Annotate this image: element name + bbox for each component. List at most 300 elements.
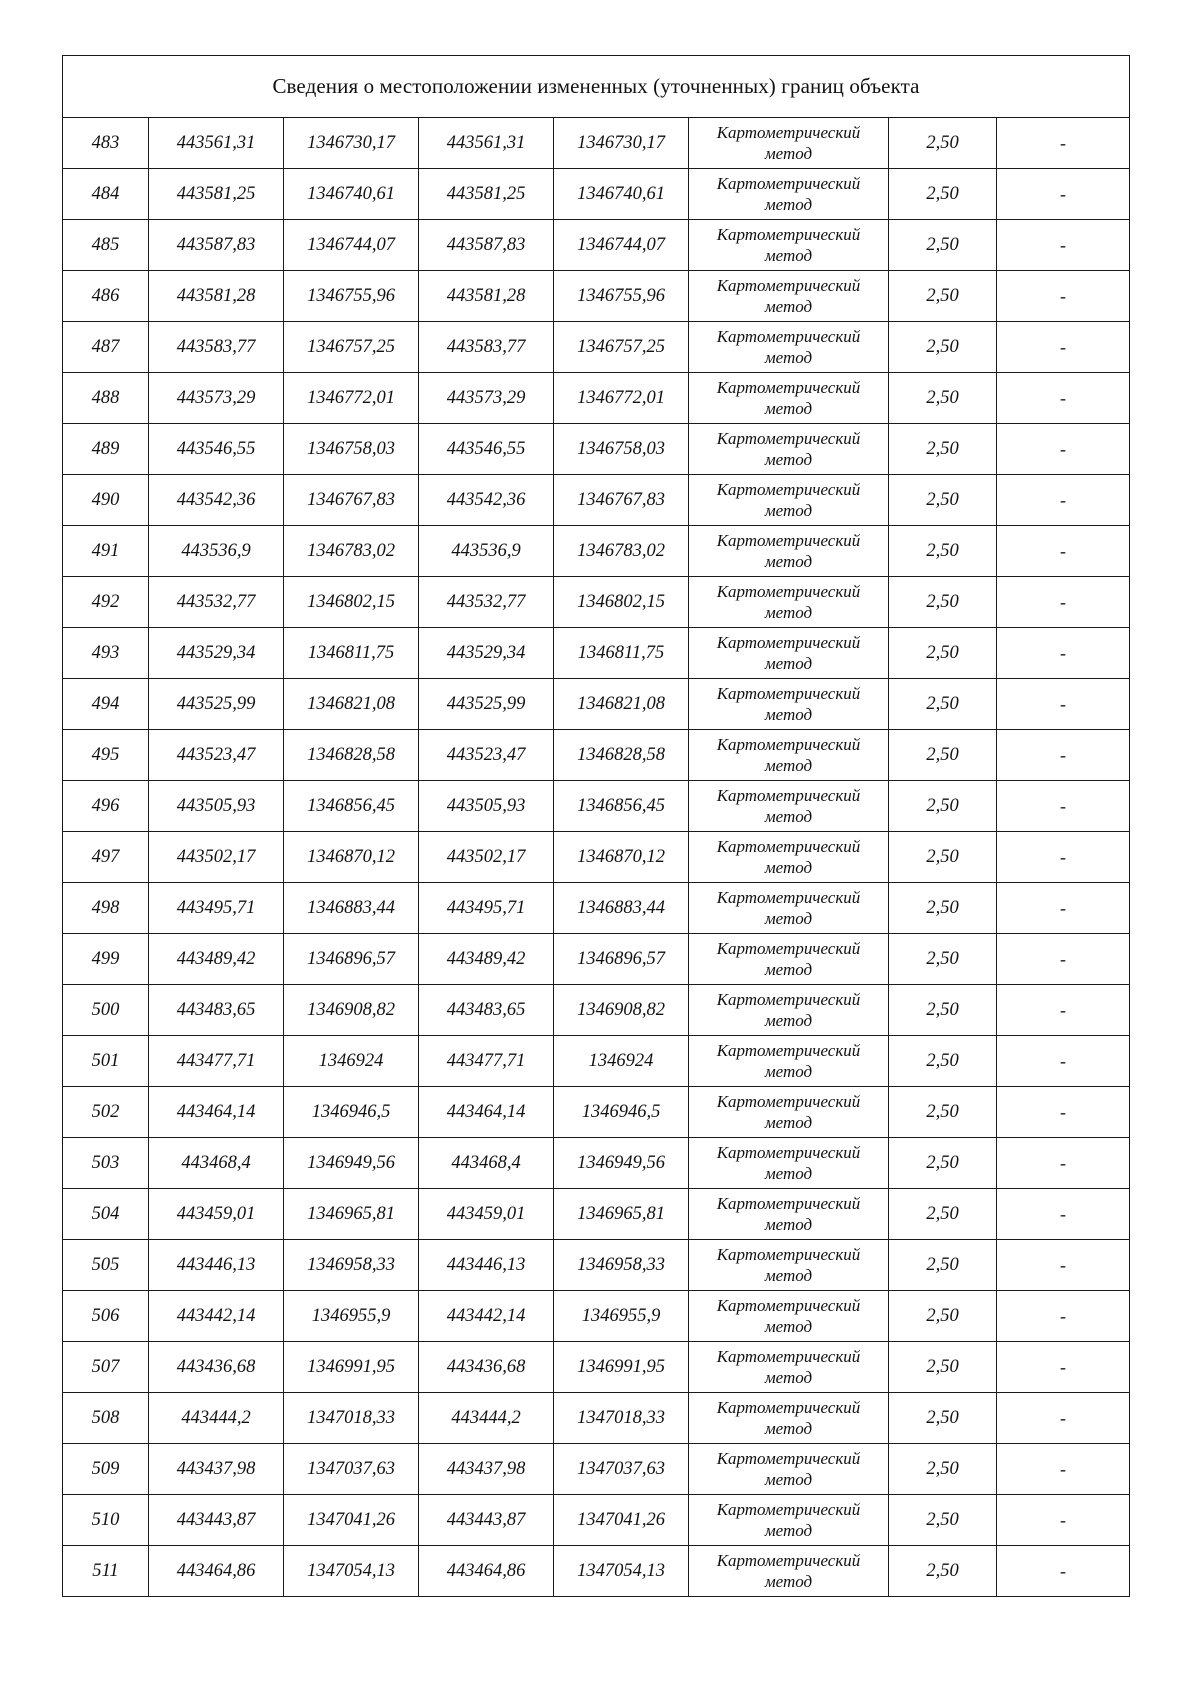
method-line-1: Картометрический xyxy=(716,1245,861,1264)
x-coordinate-refined-cell: 443536,9 xyxy=(419,526,554,577)
y-coordinate-refined-cell: 1346946,5 xyxy=(554,1087,689,1138)
y-coordinate-existing-cell: 1346949,56 xyxy=(284,1138,419,1189)
table-row xyxy=(63,1291,1130,1342)
note-cell: - xyxy=(997,475,1130,526)
method-cell xyxy=(689,1138,889,1189)
accuracy-cell: 2,50 xyxy=(889,577,997,628)
method-line-1: Картометрический xyxy=(716,684,861,703)
y-coordinate-refined-cell: 1347037,63 xyxy=(554,1444,689,1495)
x-coordinate-refined-cell: 443495,71 xyxy=(419,883,554,934)
note-cell: - xyxy=(997,271,1130,322)
method-cell xyxy=(689,679,889,730)
y-coordinate-existing-cell: 1346758,03 xyxy=(284,424,419,475)
method-line-2: метод xyxy=(764,807,813,826)
method-cell xyxy=(689,475,889,526)
y-coordinate-refined-cell: 1346783,02 xyxy=(554,526,689,577)
table-row xyxy=(63,475,1130,526)
y-coordinate-refined-cell: 1346755,96 xyxy=(554,271,689,322)
note-cell: - xyxy=(997,832,1130,883)
table-row xyxy=(63,934,1130,985)
x-coordinate-refined-cell: 443573,29 xyxy=(419,373,554,424)
x-coordinate-refined-cell: 443459,01 xyxy=(419,1189,554,1240)
table-row xyxy=(63,1138,1130,1189)
accuracy-cell: 2,50 xyxy=(889,373,997,424)
method-cell xyxy=(689,628,889,679)
method-cell xyxy=(689,730,889,781)
note-cell: - xyxy=(997,424,1130,475)
point-number-cell: 504 xyxy=(63,1189,149,1240)
x-coordinate-refined-cell: 443581,25 xyxy=(419,169,554,220)
x-coordinate-existing-cell: 443536,9 xyxy=(149,526,284,577)
table-row xyxy=(63,1444,1130,1495)
x-coordinate-existing-cell: 443464,14 xyxy=(149,1087,284,1138)
accuracy-cell: 2,50 xyxy=(889,475,997,526)
point-number-cell: 508 xyxy=(63,1393,149,1444)
x-coordinate-refined-cell: 443464,86 xyxy=(419,1546,554,1597)
x-coordinate-refined-cell: 443437,98 xyxy=(419,1444,554,1495)
method-line-2: метод xyxy=(764,705,813,724)
method-line-1: Картометрический xyxy=(716,786,861,805)
method-line-1: Картометрический xyxy=(716,276,861,295)
method-line-2: метод xyxy=(764,1164,813,1183)
y-coordinate-existing-cell: 1346740,61 xyxy=(284,169,419,220)
x-coordinate-existing-cell: 443583,77 xyxy=(149,322,284,373)
accuracy-cell: 2,50 xyxy=(889,1393,997,1444)
x-coordinate-refined-cell: 443532,77 xyxy=(419,577,554,628)
x-coordinate-existing-cell: 443587,83 xyxy=(149,220,284,271)
y-coordinate-refined-cell: 1346772,01 xyxy=(554,373,689,424)
document-page xyxy=(62,55,1129,1597)
table-row xyxy=(63,118,1130,169)
x-coordinate-refined-cell: 443529,34 xyxy=(419,628,554,679)
x-coordinate-existing-cell: 443502,17 xyxy=(149,832,284,883)
method-cell xyxy=(689,271,889,322)
y-coordinate-refined-cell: 1346758,03 xyxy=(554,424,689,475)
y-coordinate-existing-cell: 1346946,5 xyxy=(284,1087,419,1138)
accuracy-cell: 2,50 xyxy=(889,1444,997,1495)
x-coordinate-existing-cell: 443561,31 xyxy=(149,118,284,169)
accuracy-cell: 2,50 xyxy=(889,271,997,322)
table-row xyxy=(63,628,1130,679)
x-coordinate-existing-cell: 443581,25 xyxy=(149,169,284,220)
note-cell: - xyxy=(997,1189,1130,1240)
method-line-1: Картометрический xyxy=(716,123,861,142)
method-line-2: метод xyxy=(764,246,813,265)
point-number-cell: 486 xyxy=(63,271,149,322)
note-cell: - xyxy=(997,781,1130,832)
table-title: Сведения о местоположении измененных (уточненных) границ объекта xyxy=(63,56,1130,118)
method-line-1: Картометрический xyxy=(716,582,861,601)
x-coordinate-refined-cell: 443581,28 xyxy=(419,271,554,322)
x-coordinate-existing-cell: 443446,13 xyxy=(149,1240,284,1291)
method-cell xyxy=(689,1444,889,1495)
table-row xyxy=(63,832,1130,883)
y-coordinate-existing-cell: 1346924 xyxy=(284,1036,419,1087)
table-title-row xyxy=(63,56,1130,118)
accuracy-cell: 2,50 xyxy=(889,169,997,220)
y-coordinate-refined-cell: 1346870,12 xyxy=(554,832,689,883)
y-coordinate-existing-cell: 1346772,01 xyxy=(284,373,419,424)
point-number-cell: 487 xyxy=(63,322,149,373)
y-coordinate-refined-cell: 1346821,08 xyxy=(554,679,689,730)
note-cell: - xyxy=(997,526,1130,577)
point-number-cell: 496 xyxy=(63,781,149,832)
y-coordinate-existing-cell: 1346991,95 xyxy=(284,1342,419,1393)
accuracy-cell: 2,50 xyxy=(889,1087,997,1138)
method-cell xyxy=(689,1393,889,1444)
y-coordinate-existing-cell: 1346958,33 xyxy=(284,1240,419,1291)
x-coordinate-existing-cell: 443532,77 xyxy=(149,577,284,628)
table-row xyxy=(63,1036,1130,1087)
table-row xyxy=(63,220,1130,271)
method-line-1: Картометрический xyxy=(716,1398,861,1417)
method-line-1: Картометрический xyxy=(716,990,861,1009)
x-coordinate-existing-cell: 443477,71 xyxy=(149,1036,284,1087)
accuracy-cell: 2,50 xyxy=(889,526,997,577)
y-coordinate-refined-cell: 1346767,83 xyxy=(554,475,689,526)
point-number-cell: 506 xyxy=(63,1291,149,1342)
x-coordinate-refined-cell: 443446,13 xyxy=(419,1240,554,1291)
table-row xyxy=(63,1546,1130,1597)
accuracy-cell: 2,50 xyxy=(889,985,997,1036)
note-cell: - xyxy=(997,169,1130,220)
table-row xyxy=(63,526,1130,577)
method-cell xyxy=(689,424,889,475)
point-number-cell: 483 xyxy=(63,118,149,169)
point-number-cell: 491 xyxy=(63,526,149,577)
method-line-1: Картометрический xyxy=(716,888,861,907)
y-coordinate-existing-cell: 1346883,44 xyxy=(284,883,419,934)
note-cell: - xyxy=(997,1087,1130,1138)
method-line-1: Картометрический xyxy=(716,1296,861,1315)
x-coordinate-refined-cell: 443442,14 xyxy=(419,1291,554,1342)
method-line-2: метод xyxy=(764,1215,813,1234)
point-number-cell: 492 xyxy=(63,577,149,628)
accuracy-cell: 2,50 xyxy=(889,220,997,271)
x-coordinate-existing-cell: 443573,29 xyxy=(149,373,284,424)
table-row xyxy=(63,322,1130,373)
table-row xyxy=(63,730,1130,781)
method-cell xyxy=(689,781,889,832)
method-line-1: Картометрический xyxy=(716,225,861,244)
point-number-cell: 509 xyxy=(63,1444,149,1495)
method-line-1: Картометрический xyxy=(716,1551,861,1570)
table-row xyxy=(63,679,1130,730)
accuracy-cell: 2,50 xyxy=(889,322,997,373)
note-cell: - xyxy=(997,1546,1130,1597)
y-coordinate-existing-cell: 1346908,82 xyxy=(284,985,419,1036)
note-cell: - xyxy=(997,220,1130,271)
method-cell xyxy=(689,985,889,1036)
x-coordinate-existing-cell: 443525,99 xyxy=(149,679,284,730)
method-cell xyxy=(689,1036,889,1087)
method-cell xyxy=(689,832,889,883)
x-coordinate-existing-cell: 443468,4 xyxy=(149,1138,284,1189)
table-row xyxy=(63,169,1130,220)
y-coordinate-refined-cell: 1347018,33 xyxy=(554,1393,689,1444)
y-coordinate-existing-cell: 1346757,25 xyxy=(284,322,419,373)
method-cell xyxy=(689,1291,889,1342)
y-coordinate-refined-cell: 1346757,25 xyxy=(554,322,689,373)
note-cell: - xyxy=(997,1393,1130,1444)
y-coordinate-existing-cell: 1346856,45 xyxy=(284,781,419,832)
accuracy-cell: 2,50 xyxy=(889,1240,997,1291)
x-coordinate-existing-cell: 443483,65 xyxy=(149,985,284,1036)
method-line-1: Картометрический xyxy=(716,1092,861,1111)
point-number-cell: 501 xyxy=(63,1036,149,1087)
method-line-2: метод xyxy=(764,501,813,520)
method-line-1: Картометрический xyxy=(716,633,861,652)
method-line-1: Картометрический xyxy=(716,174,861,193)
table-row xyxy=(63,424,1130,475)
method-cell xyxy=(689,1342,889,1393)
x-coordinate-existing-cell: 443442,14 xyxy=(149,1291,284,1342)
accuracy-cell: 2,50 xyxy=(889,1342,997,1393)
table-row xyxy=(63,1495,1130,1546)
note-cell: - xyxy=(997,577,1130,628)
table-row xyxy=(63,883,1130,934)
method-line-1: Картометрический xyxy=(716,1143,861,1162)
note-cell: - xyxy=(997,628,1130,679)
method-line-2: метод xyxy=(764,1011,813,1030)
note-cell: - xyxy=(997,1495,1130,1546)
note-cell: - xyxy=(997,1342,1130,1393)
accuracy-cell: 2,50 xyxy=(889,781,997,832)
note-cell: - xyxy=(997,730,1130,781)
point-number-cell: 489 xyxy=(63,424,149,475)
method-cell xyxy=(689,220,889,271)
point-number-cell: 505 xyxy=(63,1240,149,1291)
x-coordinate-refined-cell: 443587,83 xyxy=(419,220,554,271)
accuracy-cell: 2,50 xyxy=(889,1189,997,1240)
y-coordinate-refined-cell: 1346856,45 xyxy=(554,781,689,832)
accuracy-cell: 2,50 xyxy=(889,1291,997,1342)
accuracy-cell: 2,50 xyxy=(889,1138,997,1189)
y-coordinate-refined-cell: 1346924 xyxy=(554,1036,689,1087)
x-coordinate-refined-cell: 443464,14 xyxy=(419,1087,554,1138)
table-row xyxy=(63,271,1130,322)
accuracy-cell: 2,50 xyxy=(889,628,997,679)
method-line-1: Картометрический xyxy=(716,837,861,856)
method-cell xyxy=(689,577,889,628)
method-cell xyxy=(689,1495,889,1546)
note-cell: - xyxy=(997,1444,1130,1495)
y-coordinate-existing-cell: 1346896,57 xyxy=(284,934,419,985)
x-coordinate-refined-cell: 443489,42 xyxy=(419,934,554,985)
y-coordinate-refined-cell: 1346965,81 xyxy=(554,1189,689,1240)
y-coordinate-refined-cell: 1346908,82 xyxy=(554,985,689,1036)
method-cell xyxy=(689,526,889,577)
accuracy-cell: 2,50 xyxy=(889,730,997,781)
method-cell xyxy=(689,934,889,985)
y-coordinate-refined-cell: 1346991,95 xyxy=(554,1342,689,1393)
method-line-2: метод xyxy=(764,144,813,163)
method-line-1: Картометрический xyxy=(716,429,861,448)
y-coordinate-existing-cell: 1346828,58 xyxy=(284,730,419,781)
method-line-1: Картометрический xyxy=(716,1347,861,1366)
accuracy-cell: 2,50 xyxy=(889,679,997,730)
x-coordinate-refined-cell: 443443,87 xyxy=(419,1495,554,1546)
method-line-2: метод xyxy=(764,348,813,367)
x-coordinate-refined-cell: 443525,99 xyxy=(419,679,554,730)
y-coordinate-refined-cell: 1346828,58 xyxy=(554,730,689,781)
method-line-2: метод xyxy=(764,297,813,316)
y-coordinate-refined-cell: 1346744,07 xyxy=(554,220,689,271)
y-coordinate-refined-cell: 1346730,17 xyxy=(554,118,689,169)
table-body xyxy=(63,56,1130,1597)
method-line-2: метод xyxy=(764,552,813,571)
x-coordinate-refined-cell: 443502,17 xyxy=(419,832,554,883)
method-cell xyxy=(689,373,889,424)
x-coordinate-existing-cell: 443495,71 xyxy=(149,883,284,934)
y-coordinate-existing-cell: 1346870,12 xyxy=(284,832,419,883)
method-cell xyxy=(689,883,889,934)
method-cell xyxy=(689,1189,889,1240)
accuracy-cell: 2,50 xyxy=(889,934,997,985)
y-coordinate-refined-cell: 1346949,56 xyxy=(554,1138,689,1189)
x-coordinate-refined-cell: 443583,77 xyxy=(419,322,554,373)
method-line-1: Картометрический xyxy=(716,531,861,550)
method-line-1: Картометрический xyxy=(716,1041,861,1060)
method-cell xyxy=(689,322,889,373)
y-coordinate-existing-cell: 1347037,63 xyxy=(284,1444,419,1495)
method-line-2: метод xyxy=(764,960,813,979)
y-coordinate-existing-cell: 1346821,08 xyxy=(284,679,419,730)
y-coordinate-existing-cell: 1347054,13 xyxy=(284,1546,419,1597)
note-cell: - xyxy=(997,322,1130,373)
accuracy-cell: 2,50 xyxy=(889,1036,997,1087)
accuracy-cell: 2,50 xyxy=(889,118,997,169)
y-coordinate-existing-cell: 1346965,81 xyxy=(284,1189,419,1240)
x-coordinate-existing-cell: 443523,47 xyxy=(149,730,284,781)
x-coordinate-existing-cell: 443443,87 xyxy=(149,1495,284,1546)
method-line-2: метод xyxy=(764,909,813,928)
table-row xyxy=(63,1240,1130,1291)
point-number-cell: 484 xyxy=(63,169,149,220)
y-coordinate-existing-cell: 1346802,15 xyxy=(284,577,419,628)
accuracy-cell: 2,50 xyxy=(889,424,997,475)
y-coordinate-existing-cell: 1346730,17 xyxy=(284,118,419,169)
method-line-2: метод xyxy=(764,1419,813,1438)
y-coordinate-refined-cell: 1346958,33 xyxy=(554,1240,689,1291)
x-coordinate-existing-cell: 443529,34 xyxy=(149,628,284,679)
method-line-2: метод xyxy=(764,1062,813,1081)
note-cell: - xyxy=(997,373,1130,424)
method-line-2: метод xyxy=(764,1521,813,1540)
method-cell xyxy=(689,1087,889,1138)
point-number-cell: 493 xyxy=(63,628,149,679)
method-line-1: Картометрический xyxy=(716,378,861,397)
note-cell: - xyxy=(997,883,1130,934)
point-number-cell: 495 xyxy=(63,730,149,781)
x-coordinate-refined-cell: 443444,2 xyxy=(419,1393,554,1444)
point-number-cell: 510 xyxy=(63,1495,149,1546)
point-number-cell: 507 xyxy=(63,1342,149,1393)
point-number-cell: 488 xyxy=(63,373,149,424)
method-line-2: метод xyxy=(764,1317,813,1336)
x-coordinate-refined-cell: 443505,93 xyxy=(419,781,554,832)
table-row xyxy=(63,1393,1130,1444)
x-coordinate-existing-cell: 443437,98 xyxy=(149,1444,284,1495)
note-cell: - xyxy=(997,118,1130,169)
method-line-1: Картометрический xyxy=(716,939,861,958)
y-coordinate-existing-cell: 1346811,75 xyxy=(284,628,419,679)
x-coordinate-existing-cell: 443489,42 xyxy=(149,934,284,985)
point-number-cell: 494 xyxy=(63,679,149,730)
method-line-2: метод xyxy=(764,399,813,418)
accuracy-cell: 2,50 xyxy=(889,883,997,934)
x-coordinate-refined-cell: 443468,4 xyxy=(419,1138,554,1189)
y-coordinate-refined-cell: 1346811,75 xyxy=(554,628,689,679)
table-row xyxy=(63,1189,1130,1240)
x-coordinate-refined-cell: 443483,65 xyxy=(419,985,554,1036)
point-number-cell: 502 xyxy=(63,1087,149,1138)
x-coordinate-refined-cell: 443542,36 xyxy=(419,475,554,526)
table-row xyxy=(63,1342,1130,1393)
y-coordinate-refined-cell: 1346740,61 xyxy=(554,169,689,220)
method-line-2: метод xyxy=(764,450,813,469)
point-number-cell: 498 xyxy=(63,883,149,934)
table-row xyxy=(63,1087,1130,1138)
boundary-coordinates-table xyxy=(62,55,1130,1597)
method-line-2: метод xyxy=(764,1572,813,1591)
y-coordinate-existing-cell: 1346767,83 xyxy=(284,475,419,526)
y-coordinate-existing-cell: 1347018,33 xyxy=(284,1393,419,1444)
point-number-cell: 497 xyxy=(63,832,149,883)
y-coordinate-refined-cell: 1346955,9 xyxy=(554,1291,689,1342)
method-cell xyxy=(689,1240,889,1291)
method-line-2: метод xyxy=(764,1470,813,1489)
y-coordinate-existing-cell: 1346955,9 xyxy=(284,1291,419,1342)
point-number-cell: 511 xyxy=(63,1546,149,1597)
x-coordinate-existing-cell: 443546,55 xyxy=(149,424,284,475)
note-cell: - xyxy=(997,1138,1130,1189)
method-line-1: Картометрический xyxy=(716,327,861,346)
x-coordinate-existing-cell: 443542,36 xyxy=(149,475,284,526)
table-row xyxy=(63,985,1130,1036)
x-coordinate-refined-cell: 443546,55 xyxy=(419,424,554,475)
y-coordinate-existing-cell: 1346744,07 xyxy=(284,220,419,271)
x-coordinate-refined-cell: 443477,71 xyxy=(419,1036,554,1087)
y-coordinate-refined-cell: 1346802,15 xyxy=(554,577,689,628)
table-row xyxy=(63,373,1130,424)
note-cell: - xyxy=(997,1036,1130,1087)
method-line-2: метод xyxy=(764,1266,813,1285)
method-cell xyxy=(689,1546,889,1597)
method-cell xyxy=(689,169,889,220)
y-coordinate-existing-cell: 1346783,02 xyxy=(284,526,419,577)
x-coordinate-refined-cell: 443436,68 xyxy=(419,1342,554,1393)
table-row xyxy=(63,577,1130,628)
method-line-1: Картометрический xyxy=(716,480,861,499)
y-coordinate-refined-cell: 1346896,57 xyxy=(554,934,689,985)
y-coordinate-existing-cell: 1347041,26 xyxy=(284,1495,419,1546)
accuracy-cell: 2,50 xyxy=(889,1546,997,1597)
method-line-2: метод xyxy=(764,603,813,622)
x-coordinate-refined-cell: 443523,47 xyxy=(419,730,554,781)
point-number-cell: 499 xyxy=(63,934,149,985)
note-cell: - xyxy=(997,1240,1130,1291)
method-line-2: метод xyxy=(764,756,813,775)
x-coordinate-refined-cell: 443561,31 xyxy=(419,118,554,169)
y-coordinate-refined-cell: 1347054,13 xyxy=(554,1546,689,1597)
method-line-1: Картометрический xyxy=(716,1449,861,1468)
y-coordinate-refined-cell: 1346883,44 xyxy=(554,883,689,934)
accuracy-cell: 2,50 xyxy=(889,1495,997,1546)
x-coordinate-existing-cell: 443459,01 xyxy=(149,1189,284,1240)
note-cell: - xyxy=(997,1291,1130,1342)
method-line-2: метод xyxy=(764,1368,813,1387)
